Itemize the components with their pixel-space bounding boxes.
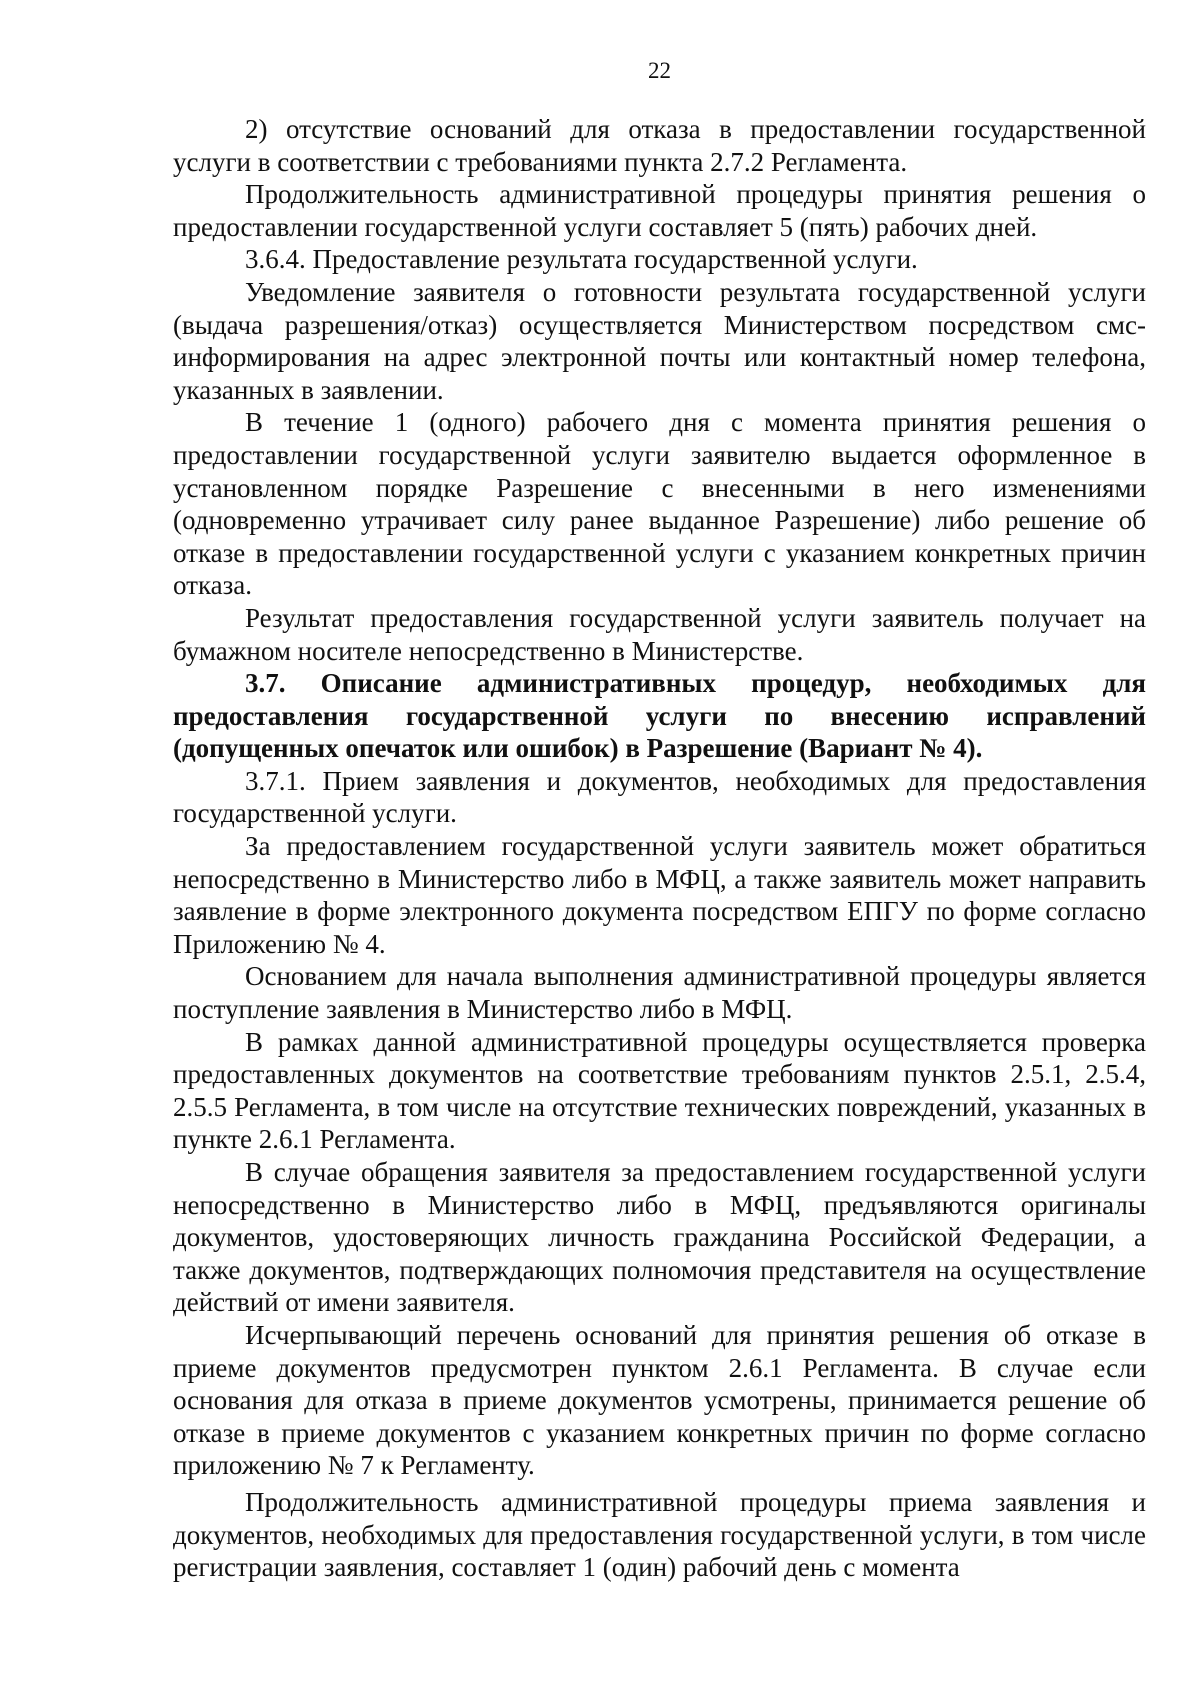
paragraph-decision-duration: Продолжительность административной процедуры принятия решения о предоставлении государственной услуги составляет 5 (пять) рабочих дней. (173, 179, 1146, 242)
paragraph-intake-duration: Продолжительность административной процедуры приема заявления и документов, необходимых для предоставления государственной услуги, в том числе регистрации заявления, составляет 1 (один) рабочий день с момента (173, 1486, 1146, 1583)
paragraph-absence-of-grounds: 2) отсутствие оснований для отказа в предоставлении государственной услуги в соответствии с требованиями пункта 2.7.2 Регламента. (173, 114, 1146, 177)
paragraph-refusal-grounds: Исчерпывающий перечень оснований для принятия решения об отказе в приеме документов предусмотрен пунктом 2.6.1 Регламента. В случае если основания для отказа в приеме документов усмотрены, принимается решение об отказе в приеме документов с указанием конкретных причин по форме согласно приложению № 7 к Регламенту. (173, 1319, 1146, 1481)
paragraph-originals: В случае обращения заявителя за предоставлением государственной услуги непосредственно в Министерство либо в МФЦ, предъявляются оригиналы документов, удостоверяющих личность гражданина Российской Федерации, а также документов, подтверждающих полномочия представителя на осуществление действий от имени заявителя. (173, 1157, 1146, 1318)
document-body (173, 113, 1146, 1584)
paragraph-issuance: В течение 1 (одного) рабочего дня с момента принятия решения о предоставлении государственной услуги заявителю выдается оформленное в установленном порядке Разрешение с внесенными в него изменениями (одновременно утрачивает силу ранее выданное Разрешение) либо решение об отказе в предоставлении государственной услуги с указанием конкретных причин отказа. (173, 407, 1146, 601)
page-number: 22 (648, 58, 671, 83)
section-heading-3-7: 3.7. Описание административных процедур, необходимых для предоставления государственной услуги по внесению исправлений (допущенных опечаток или ошибок) в Разрешение (Вариант № 4). (173, 668, 1146, 764)
paragraph-document-check: В рамках данной административной процедуры осуществляется проверка предоставленных документов на соответствие требованиям пунктов 2.5.1, 2.5.4, 2.5.5 Регламента, в том числе на отсутствие технических повреждений, указанных в пункте 2.6.1 Регламента. (173, 1026, 1146, 1155)
paragraph-3-7-1: 3.7.1. Прием заявления и документов, необходимых для предоставления государственной услуги. (173, 765, 1146, 829)
paragraph-result-paper: Результат предоставления государственной услуги заявитель получает на бумажном носителе непосредственно в Министерстве. (173, 602, 1146, 666)
paragraph-3-6-4: 3.6.4. Предоставление результата государственной услуги. (245, 244, 918, 275)
paragraph-notification: Уведомление заявителя о готовности результата государственной услуги (выдача разрешения/отказ) осуществляется Министерством посредством смс-информирования на адрес электронной почты или контактный номер телефона, указанных в заявлении. (173, 276, 1146, 405)
paragraph-application-channels: За предоставлением государственной услуги заявитель может обратиться непосредственно в Министерство либо в МФЦ, а также заявитель может направить заявление в форме электронного документа посредством ЕПГУ по форме согласно Приложению № 4. (173, 831, 1146, 959)
paragraph-basis-for-start: Основанием для начала выполнения административной процедуры является поступление заявления в Министерство либо в МФЦ. (173, 961, 1146, 1025)
